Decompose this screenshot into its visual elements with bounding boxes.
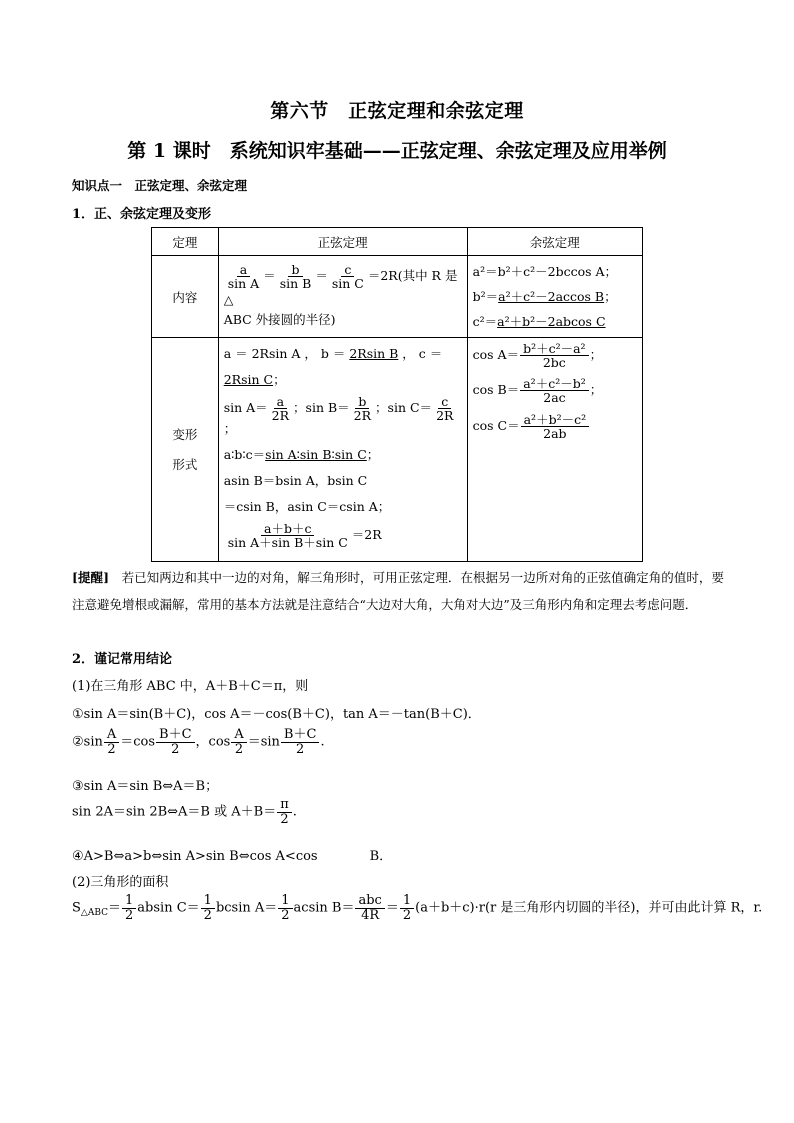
denominator: 2 bbox=[234, 741, 244, 757]
semicolon: ； bbox=[604, 289, 617, 304]
denominator: 2R bbox=[271, 408, 290, 424]
numerator: a＋b＋c bbox=[261, 522, 314, 536]
variant-text: a ＝ 2Rsin A ， b ＝ bbox=[223, 346, 350, 361]
fraction bbox=[277, 263, 315, 290]
cosine-law-b-lhs: b²＝ bbox=[472, 289, 499, 304]
table-header: 余弦定理 bbox=[467, 228, 642, 256]
conclusion-3: ③sin A＝sin B⇔A＝B； bbox=[72, 779, 219, 794]
fraction bbox=[433, 395, 456, 422]
variant-text: ， c ＝ bbox=[398, 346, 443, 361]
cosine-law-cell bbox=[467, 256, 642, 338]
fraction bbox=[231, 728, 246, 756]
fraction bbox=[278, 894, 292, 922]
cosine-law-a: a²＝b²＋c²－2bccos A； bbox=[472, 264, 618, 279]
tip-text: 若已知两边和其中一边的对角，解三角形时，可用正弦定理．在根据另一边所对角的正弦值确定角的值时，要注意避免增根或漏解，常用的基本方法就是注意结合“大边对大角，大角对大边”及三角形内角和定理去考虑问题． bbox=[72, 570, 724, 612]
denominator: 2 bbox=[280, 811, 289, 827]
denominator: 2 bbox=[203, 907, 212, 923]
numerator: b bbox=[288, 263, 302, 277]
variant-text: ；sin B＝ bbox=[293, 400, 350, 416]
tip-label: [提醒] bbox=[72, 570, 109, 585]
formula-text: ＝cos bbox=[120, 734, 156, 750]
numerator: A bbox=[104, 728, 119, 743]
denominator: sin C bbox=[331, 276, 364, 291]
table-header-row bbox=[152, 228, 643, 256]
numerator: abc bbox=[355, 894, 384, 909]
formula-text: ＝ bbox=[108, 900, 122, 916]
fraction bbox=[122, 894, 136, 922]
numerator: c bbox=[341, 263, 354, 277]
semicolon: ； bbox=[223, 421, 237, 437]
numerator: B＋C bbox=[281, 728, 320, 743]
fraction bbox=[355, 894, 384, 922]
fraction bbox=[156, 728, 195, 756]
numerator: 1 bbox=[400, 894, 414, 909]
tip-paragraph bbox=[72, 564, 724, 618]
formula-text: ＝ bbox=[385, 900, 399, 916]
denominator: 2 bbox=[107, 741, 116, 757]
numerator: A bbox=[231, 728, 246, 743]
formula-text: absin C＝ bbox=[137, 900, 200, 916]
numerator: 1 bbox=[201, 894, 215, 909]
conclusion-4: ④A>B⇔a>b⇔sin A>sin B⇔cos A<cos B． bbox=[72, 849, 393, 864]
semicolon: ； bbox=[589, 382, 603, 398]
sine-law-cell: $\frac{a}{\text{sin A}}$ ＝ $\frac{b}{\text{sin B}}$ ＝ $\frac{c}{\text{sin C}}$ ＝2R(其中 R 是△ ABC 外接圆的半径) bbox=[218, 256, 467, 338]
variant-text: a∶b∶c＝ bbox=[223, 447, 266, 463]
denominator: 2ac bbox=[543, 390, 566, 406]
sub2-text: (2)三角形的面积 bbox=[72, 875, 169, 890]
fraction bbox=[225, 263, 262, 290]
fraction bbox=[201, 894, 215, 922]
row-label-content: 内容 bbox=[152, 256, 219, 338]
formula-text: ②sin bbox=[72, 734, 103, 750]
table-row-content bbox=[152, 256, 643, 338]
lesson-title: 第 1 课时 系统知识牢基础——正弦定理、余弦定理及应用举例 bbox=[127, 140, 667, 162]
numerator: c bbox=[438, 395, 451, 409]
row-label-variant-1: 变形 bbox=[172, 426, 198, 442]
variant-text: cos B＝ bbox=[472, 382, 520, 398]
cosine-law-c-lhs: c²＝ bbox=[472, 314, 498, 329]
item2-heading: 2．谨记常用结论 bbox=[72, 652, 173, 667]
theorem-table bbox=[151, 227, 643, 562]
cosine-law-b: a²＋c²－2accos B bbox=[498, 289, 605, 304]
sine-law-rhs-2: ABC 外接圆的半径) bbox=[223, 312, 336, 328]
numerator: b bbox=[355, 395, 369, 409]
table-header: 正弦定理 bbox=[218, 228, 467, 256]
variant-text: ；sin C＝ bbox=[375, 400, 433, 416]
numerator: a²＋b²－c² bbox=[521, 413, 590, 427]
formula-text: bcsin A＝ bbox=[215, 900, 278, 916]
fraction bbox=[281, 728, 320, 756]
formula-text: ＝sin bbox=[247, 734, 280, 750]
variant-b: 2Rsin B bbox=[349, 346, 399, 361]
variant-ratio: sin A∶sin B∶sin C bbox=[265, 447, 367, 463]
denominator: 2ab bbox=[543, 425, 567, 441]
knowledge-point-heading: 知识点一 正弦定理、余弦定理 bbox=[72, 178, 248, 193]
numerator: b²＋c²－a² bbox=[520, 342, 589, 356]
variant-text: asin B＝bsin A，bsin C bbox=[223, 473, 368, 489]
variant-text: ＝csin B，asin C＝csin A； bbox=[223, 499, 391, 515]
variant-text: sin A＝ bbox=[223, 400, 268, 416]
numerator: a bbox=[237, 263, 250, 277]
fraction bbox=[520, 342, 589, 369]
denominator: sin A bbox=[227, 276, 260, 291]
denominator: 2R bbox=[353, 408, 372, 424]
cosine-variant-cell bbox=[467, 338, 642, 562]
fraction bbox=[269, 395, 292, 422]
denominator: 2 bbox=[281, 907, 290, 923]
sine-law-rhs: ＝2R(其中 R 是△ bbox=[223, 268, 458, 308]
semicolon: ； bbox=[273, 372, 286, 387]
conclusion-2 bbox=[72, 728, 325, 756]
denominator: 2R bbox=[436, 408, 454, 424]
formula-text: (a＋b＋c)·r(r 是三角形内切圆的半径)，并可由此计算 R，r. bbox=[415, 900, 763, 916]
numerator: a²＋c²－b² bbox=[520, 377, 589, 391]
variant-text: ＝2R bbox=[351, 527, 382, 543]
formula-text: . bbox=[320, 734, 325, 750]
numerator: 1 bbox=[278, 894, 292, 909]
denominator: sin A＋sin B＋sin C bbox=[227, 535, 348, 551]
fraction bbox=[329, 263, 367, 290]
formula-text: . bbox=[292, 804, 297, 820]
numerator: 1 bbox=[122, 894, 136, 909]
numerator: π bbox=[277, 798, 292, 813]
section-title: 第六节 正弦定理和余弦定理 bbox=[270, 100, 524, 122]
fraction bbox=[104, 728, 119, 756]
fraction bbox=[521, 413, 590, 440]
conclusion-1: ①sin A＝sin(B＋C)，cos A＝－cos(B＋C)，tan A＝－tan(B＋C)． bbox=[72, 707, 481, 722]
formula-subscript: △ABC bbox=[80, 908, 108, 919]
formula-text: sin 2A＝sin 2B⇔A＝B 或 A＋B＝ bbox=[72, 804, 277, 820]
variant-text: cos C＝ bbox=[472, 417, 520, 433]
formula-text: S bbox=[72, 900, 81, 916]
row-label-variants bbox=[152, 338, 219, 562]
formula-text: ，cos bbox=[195, 734, 231, 750]
fraction bbox=[520, 377, 589, 404]
fraction bbox=[277, 798, 292, 826]
denominator: 2 bbox=[296, 741, 305, 757]
table-row-variants bbox=[152, 338, 643, 562]
cosine-law-c: a²＋b²－2abcos C bbox=[497, 314, 606, 329]
sub1-text: (1)在三角形 ABC 中，A＋B＋C＝π，则 bbox=[72, 679, 309, 694]
denominator: 2bc bbox=[542, 355, 566, 371]
denominator: 4R bbox=[361, 907, 380, 923]
denominator: 2 bbox=[402, 907, 412, 923]
semicolon: ； bbox=[589, 347, 603, 363]
conclusion-3b bbox=[72, 798, 297, 826]
fraction bbox=[351, 395, 374, 422]
numerator: a bbox=[274, 395, 287, 409]
numerator: B＋C bbox=[156, 728, 195, 743]
table-header: 定理 bbox=[152, 228, 219, 256]
variant-c: 2Rsin C bbox=[223, 372, 274, 387]
semicolon: ； bbox=[366, 447, 380, 463]
row-label-variant-2: 形式 bbox=[172, 456, 198, 472]
denominator: 2 bbox=[125, 907, 134, 923]
sine-variant-cell bbox=[218, 338, 467, 562]
formula-text: acsin B＝ bbox=[293, 900, 355, 916]
area-formula bbox=[72, 894, 762, 922]
variant-text: cos A＝ bbox=[472, 347, 520, 363]
fraction bbox=[225, 522, 351, 549]
denominator: 2 bbox=[171, 741, 180, 757]
denominator: sin B bbox=[279, 276, 312, 291]
item1-heading: 1．正、余弦定理及变形 bbox=[72, 207, 212, 222]
fraction bbox=[400, 894, 414, 922]
